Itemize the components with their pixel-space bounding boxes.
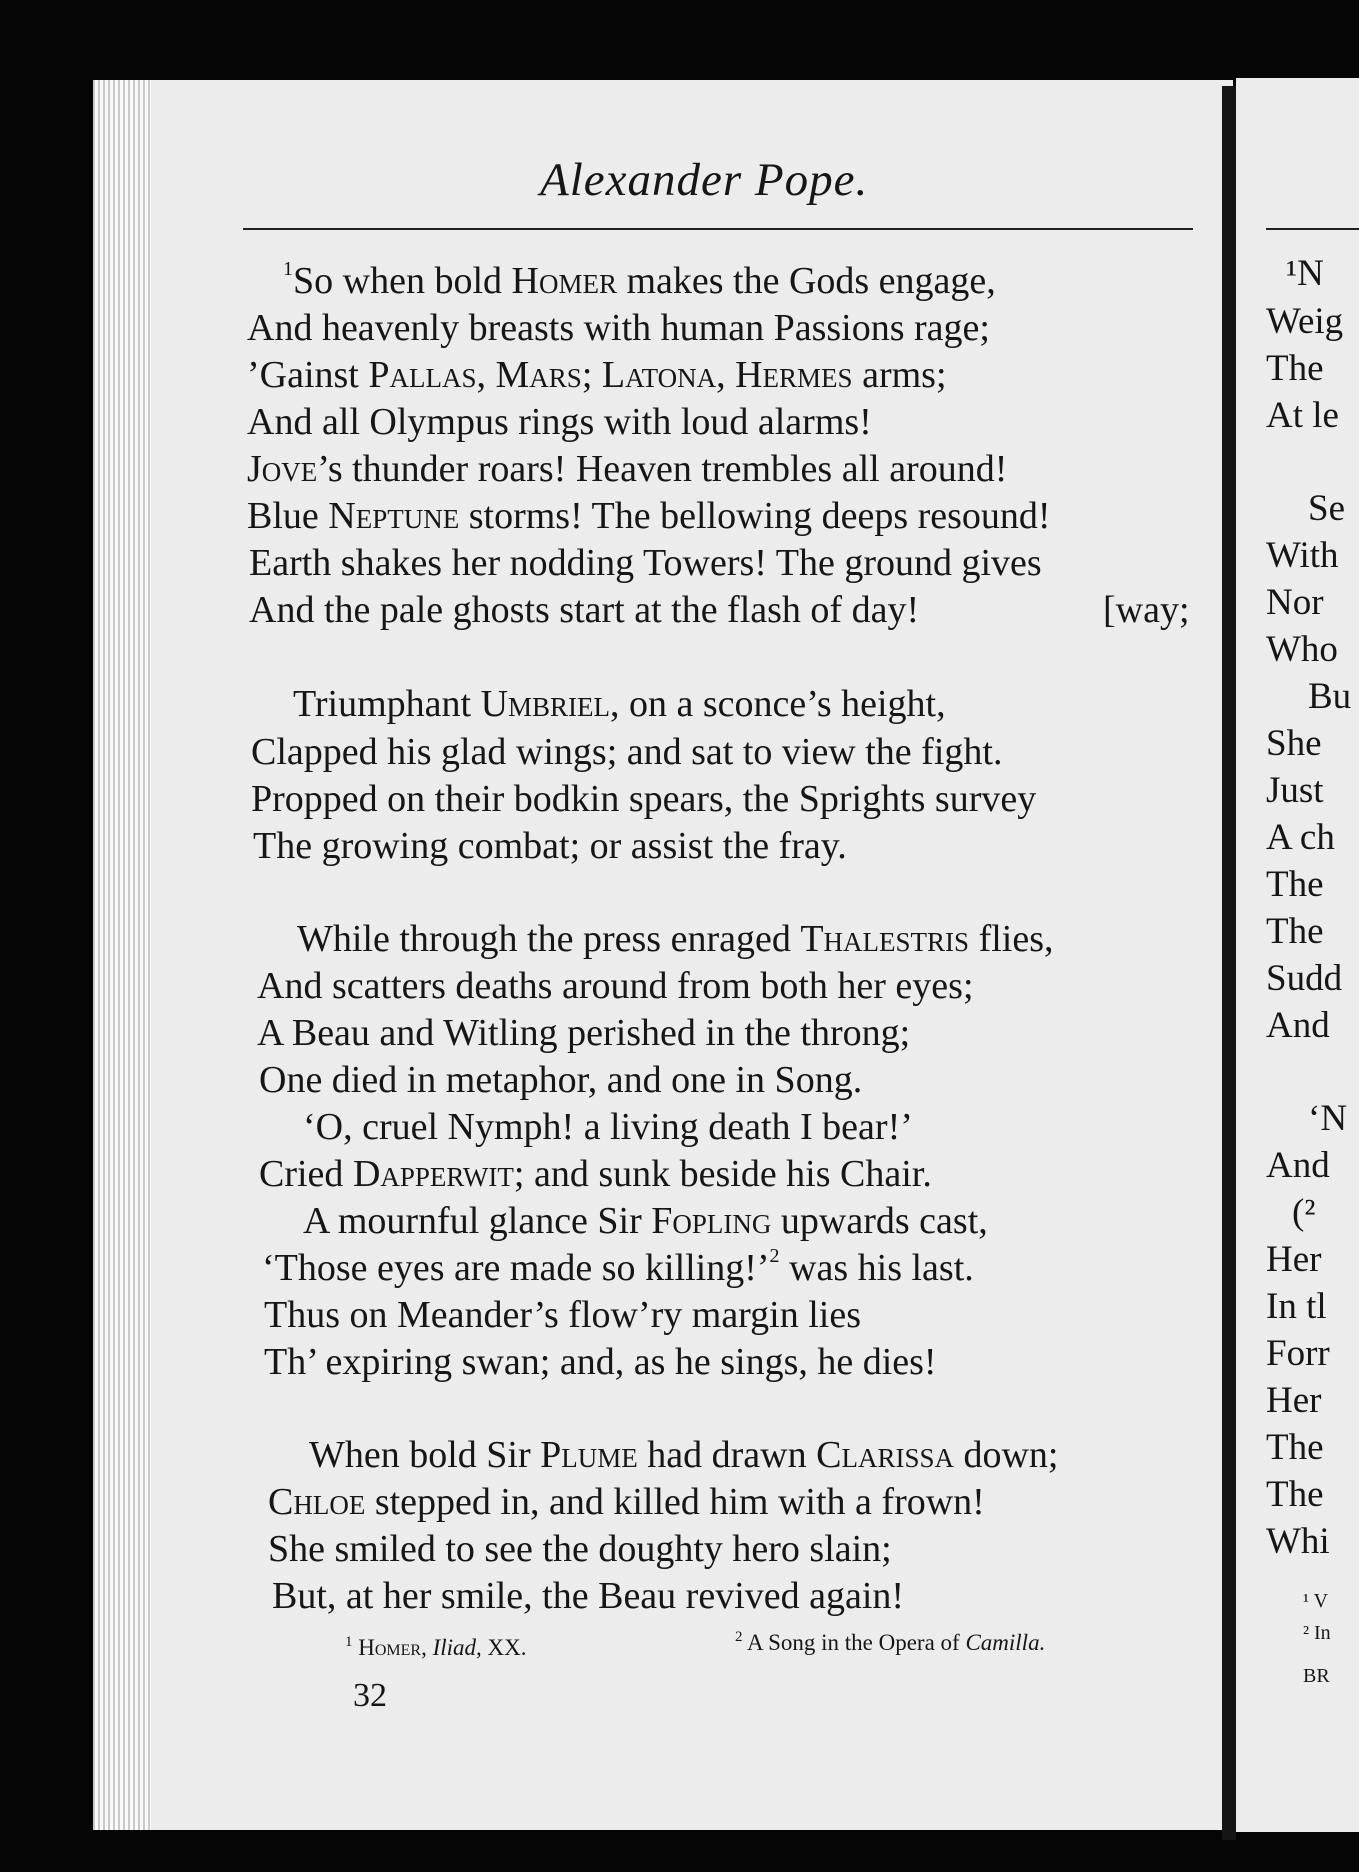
verse-text: ; <box>581 354 602 396</box>
verse-text: , on a sconce’s height, <box>610 683 946 725</box>
right-page-footnote: BR <box>1303 1665 1330 1687</box>
right-page-line: Bu <box>1308 676 1352 717</box>
verse-line <box>251 780 1036 818</box>
verse-text: Triumphant <box>293 683 481 725</box>
footnote-number: 2 <box>735 1629 743 1645</box>
verse-line <box>247 356 947 394</box>
right-page-line: Sudd <box>1266 958 1343 999</box>
verse-text: Clapped his glad wings; and sat to view the fight. <box>251 731 1003 773</box>
verse-line <box>259 1155 932 1193</box>
verse-text: flies, <box>969 918 1054 960</box>
verse-line <box>268 1483 985 1521</box>
verse-text: down; <box>953 1434 1059 1476</box>
verse-text: She smiled to see the doughty hero slain; <box>268 1528 892 1570</box>
verse-text: So when bold <box>293 260 512 302</box>
right-page-line: Nor <box>1266 582 1324 623</box>
verse-line <box>251 733 1002 771</box>
right-page-line: And <box>1266 1005 1330 1046</box>
page-edges <box>93 80 151 1830</box>
header-rule <box>243 228 1193 230</box>
right-page-line: Just <box>1266 770 1324 811</box>
small-caps-name: Latona <box>601 354 717 396</box>
footnote-text: A Song in the Opera of <box>746 1630 966 1655</box>
small-caps-name: Neptune <box>328 495 460 537</box>
verse-text: ; and sunk beside his Chair. <box>513 1153 932 1195</box>
verse-line <box>303 1202 988 1240</box>
footnote-text: Homer <box>358 1635 422 1660</box>
footnote-text: XX. <box>481 1635 527 1660</box>
right-page-line: The <box>1266 348 1324 389</box>
footnote <box>735 1630 1045 1656</box>
verse-text: Thus on Meander’s flow’ry margin lies <box>264 1294 861 1336</box>
verse-line <box>249 544 1042 582</box>
verse-text: , <box>716 354 736 396</box>
right-page-line: Forr <box>1266 1333 1330 1374</box>
right-page-line: At le <box>1266 395 1339 436</box>
verse-line <box>268 1530 892 1568</box>
verse-line <box>247 403 872 441</box>
verse-line <box>264 1296 861 1334</box>
page-number: 32 <box>353 1677 387 1714</box>
verse-line <box>272 1577 904 1615</box>
right-page-line: Whi <box>1266 1521 1330 1562</box>
right-page-line: Her <box>1266 1239 1322 1280</box>
verse-text: makes the Gods engage, <box>616 260 996 302</box>
verse-text: Cried <box>259 1153 353 1195</box>
small-caps-name: Dapperwit <box>352 1153 514 1195</box>
right-page-line: And <box>1266 1145 1330 1186</box>
verse-text: One died in metaphor, and one in Song. <box>259 1059 863 1101</box>
verse-line <box>264 1343 937 1381</box>
verse-text: A Beau and Witling perished in the throng; <box>257 1012 911 1054</box>
verse-line <box>249 591 919 629</box>
right-page-line: With <box>1266 535 1339 576</box>
right-page-line: A ch <box>1266 817 1335 858</box>
right-page-line: (² <box>1292 1192 1316 1233</box>
right-page-line: The <box>1266 1427 1324 1468</box>
turnover-word: [way; <box>1103 589 1190 631</box>
verse-text: ‘Those eyes are made so killing!’ <box>262 1247 770 1289</box>
verse-text: While through the press enraged <box>297 918 801 960</box>
verse-line <box>247 497 1051 535</box>
footnote <box>345 1635 527 1661</box>
verse-text: ’Gainst <box>247 354 369 396</box>
verse-text: was his last. <box>779 1247 974 1289</box>
small-caps-name: Umbriel <box>480 683 611 725</box>
verse-text: Th’ expiring swan; and, as he sings, he dies! <box>264 1341 937 1383</box>
small-caps-name: Mars <box>495 354 582 396</box>
verse-text: And all Olympus rings with loud alarms! <box>247 401 872 443</box>
verse-text: And the pale ghosts start at the flash of day! <box>249 589 920 631</box>
right-page-line: She <box>1266 723 1322 764</box>
footnote-text: Camilla. <box>965 1630 1046 1655</box>
small-caps-name: Hermes <box>735 354 853 396</box>
right-page-line: Who <box>1266 629 1338 670</box>
verse-text: arms; <box>852 354 947 396</box>
verse-text: Blue <box>247 495 329 537</box>
small-caps-name: Plume <box>540 1434 638 1476</box>
right-page-line: The <box>1266 1474 1324 1515</box>
right-page-line: Her <box>1266 1380 1322 1421</box>
verse-line <box>257 1014 910 1052</box>
right-header-rule <box>1266 228 1359 230</box>
right-page-line: The <box>1266 864 1324 905</box>
verse-text: stepped in, and killed him with a frown! <box>365 1481 985 1523</box>
right-page-footnote: ¹ V <box>1303 1590 1329 1612</box>
small-caps-name: Clarissa <box>816 1434 954 1476</box>
right-page-line: Weig <box>1266 301 1344 342</box>
verse-line <box>247 450 1007 488</box>
verse-text: When bold Sir <box>309 1434 541 1476</box>
small-caps-name: Thalestris <box>800 918 970 960</box>
verse-line <box>247 309 990 347</box>
book-gutter <box>1222 86 1236 1840</box>
footnote-number: 1 <box>345 1634 353 1650</box>
verse-text: storms! The bellowing deeps resound! <box>459 495 1051 537</box>
verse-line <box>309 1436 1058 1474</box>
verse-line <box>283 258 996 302</box>
verse-line <box>293 685 946 723</box>
small-caps-name: Homer <box>511 260 617 302</box>
small-caps-name: Chloe <box>268 1481 366 1523</box>
verse-text: Propped on their bodkin spears, the Sprights survey <box>251 778 1037 820</box>
verse-line <box>253 827 847 865</box>
verse-line <box>262 1245 974 1289</box>
verse-text: The growing combat; or assist the fray. <box>253 825 847 867</box>
verse-text: upwards cast, <box>771 1200 988 1242</box>
right-page-line: In tl <box>1266 1286 1327 1327</box>
small-caps-name: Jove <box>247 448 318 490</box>
small-caps-name: Pallas <box>368 354 477 396</box>
right-page-footnote: ² In <box>1303 1622 1331 1644</box>
right-page-line: The <box>1266 911 1324 952</box>
right-page-line: ¹N <box>1286 253 1324 294</box>
verse-text: And scatters deaths around from both her eyes; <box>257 965 974 1007</box>
verse-line <box>303 1108 913 1146</box>
small-caps-name: Fopling <box>651 1200 772 1242</box>
verse-line <box>297 920 1054 958</box>
verse-text: ‘O, cruel Nymph! a living death I bear!’ <box>303 1106 913 1148</box>
footnote-text: , <box>421 1635 433 1660</box>
verse-line <box>259 1061 862 1099</box>
verse-text: A mournful glance Sir <box>303 1200 652 1242</box>
verse-text: ’s thunder roars! Heaven trembles all around! <box>317 448 1008 490</box>
footnote-marker: 2 <box>769 1245 780 1267</box>
verse-text: had drawn <box>637 1434 817 1476</box>
verse-line <box>257 967 974 1005</box>
footnote-marker: 1 <box>283 258 293 280</box>
footnote-text: Iliad, <box>432 1635 482 1660</box>
verse-text: Earth shakes her nodding Towers! The ground gives <box>249 542 1042 584</box>
verse-text: But, at her smile, the Beau revived again! <box>272 1575 905 1617</box>
running-header: Alexander Pope. <box>540 154 869 206</box>
verse-text: , <box>476 354 496 396</box>
right-page-line: Se <box>1308 488 1345 529</box>
right-page-line: ‘N <box>1308 1098 1348 1139</box>
verse-text: And heavenly breasts with human Passions rage; <box>247 307 990 349</box>
